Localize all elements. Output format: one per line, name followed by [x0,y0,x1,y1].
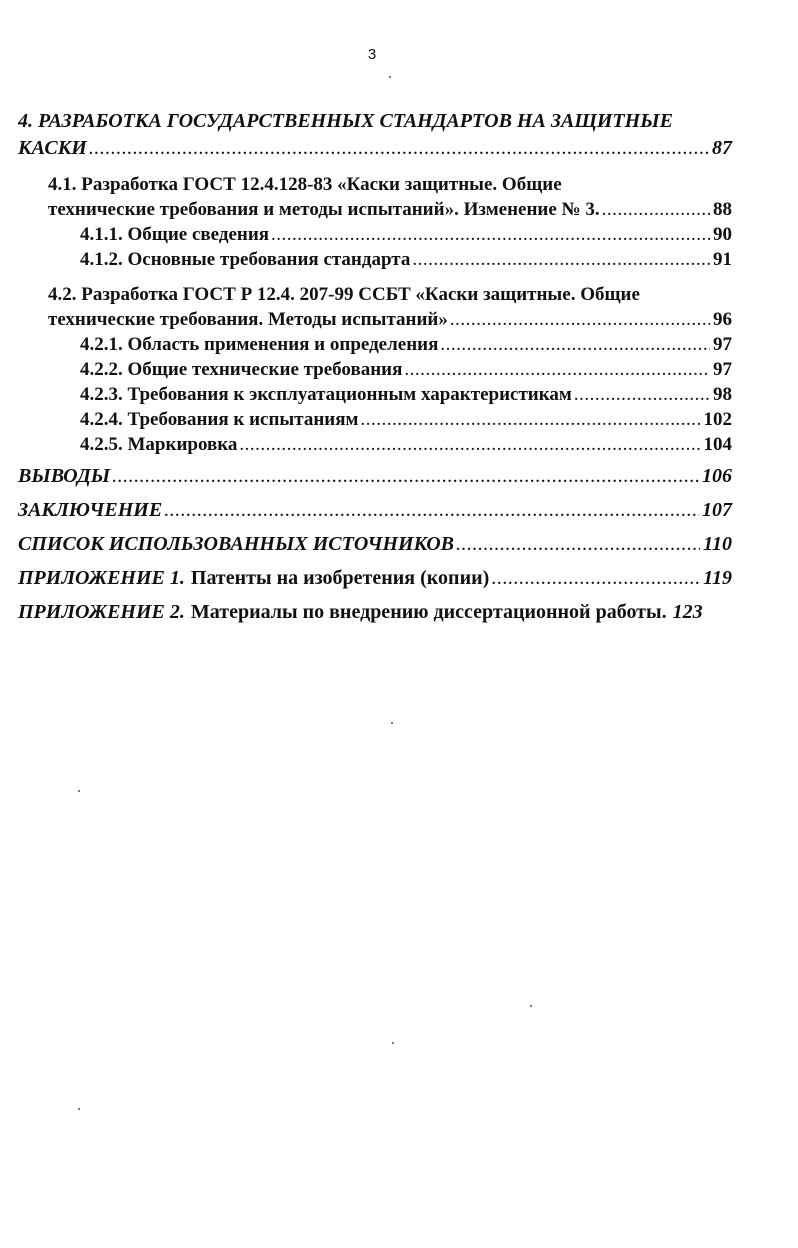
toc-final-conclusion-page: 107 [702,499,732,521]
scan-speck [78,1108,80,1110]
toc-section-4-2-2-page: 97 [713,359,732,380]
dot-leader [404,357,710,382]
toc-section-4-1-title-line2: технические требования и методы испытаний». Изменение № 3. [48,199,600,220]
toc-final-conclusion-title: ЗАКЛЮЧЕНИЕ [18,499,163,521]
toc-section-4-1-title-line1: 4.1. Разработка ГОСТ 12.4.128-83 «Каски защитные. Общие [48,174,562,195]
toc-section-4-1-2-page: 91 [713,249,732,270]
scan-speck [389,76,391,78]
toc-appendix-1-title: Патенты на изобретения (копии) [190,567,490,589]
dot-leader [271,222,710,247]
toc-appendix-2-label: ПРИЛОЖЕНИЕ 2. [18,601,185,623]
dot-leader [412,247,710,272]
toc-section-4-2-5-title: 4.2.5. Маркировка [80,434,238,455]
dot-leader [456,531,700,558]
dot-leader [89,135,709,162]
toc-section-4-1-1 [18,222,732,247]
toc-section-4-2 [18,282,732,332]
toc-section-4-2-page: 96 [713,309,732,330]
toc-sources-page: 110 [703,533,732,555]
dot-leader [164,497,699,524]
toc-appendix-2 [18,599,732,626]
toc-chapter-4-title-line2: КАСКИ [18,137,87,159]
toc-section-4-2-1-title: 4.2.1. Область применения и определения [80,334,439,355]
scan-speck [391,722,393,724]
dot-leader [602,197,710,222]
dot-leader [239,432,700,457]
toc-section-4-1-page: 88 [713,199,732,220]
toc-section-4-1-1-page: 90 [713,224,732,245]
toc-section-4-1-2 [18,247,732,272]
toc-section-4-2-3-page: 98 [713,384,732,405]
toc-appendix-1-page: 119 [703,567,732,589]
scan-speck [392,1042,394,1044]
toc-section-4-2-2-title: 4.2.2. Общие технические требования [80,359,403,380]
toc-conclusions-page: 106 [702,465,732,487]
dot-leader [574,382,710,407]
toc-section-4-2-4-title: 4.2.4. Требования к испытаниям [80,409,359,430]
toc-section-4-2-5 [18,432,732,457]
dot-leader [360,407,700,432]
toc-section-4-2-4 [18,407,732,432]
scan-speck [530,1005,532,1007]
toc-section-4-2-3 [18,382,732,407]
toc-appendix-1-label: ПРИЛОЖЕНИЕ 1. [18,567,185,589]
toc-conclusions-title: ВЫВОДЫ [18,465,111,487]
dot-leader [112,463,699,490]
toc-chapter-4-page: 87 [712,137,732,159]
toc-conclusions [18,463,732,490]
toc-sources-title: СПИСОК ИСПОЛЬЗОВАННЫХ ИСТОЧНИКОВ [18,533,454,555]
toc-appendix-2-title: Материалы по внедрению диссертационной работы. [190,601,667,623]
toc-section-4-2-title-line2: технические требования. Методы испытаний» [48,309,448,330]
toc-section-4-2-1-page: 97 [713,334,732,355]
scan-speck [78,790,80,792]
dot-leader [491,565,700,592]
toc-appendix-2-page: 123 [672,601,703,623]
toc-appendix-1 [18,565,732,592]
toc-section-4-1-1-title: 4.1.1. Общие сведения [80,224,270,245]
toc-section-4-2-1 [18,332,732,357]
dot-leader [450,307,710,332]
toc-section-4-1 [18,172,732,222]
toc-section-4-2-title-line1: 4.2. Разработка ГОСТ Р 12.4. 207-99 ССБТ «Каски защитные. Общие [48,284,640,305]
toc-chapter-4-title-line1: 4. РАЗРАБОТКА ГОСУДАРСТВЕННЫХ СТАНДАРТОВ НА ЗАЩИТНЫЕ [18,110,673,132]
dot-leader [440,332,710,357]
toc-section-4-2-5-page: 104 [703,434,732,455]
toc-sources [18,531,732,558]
page-number: 3 [367,46,377,63]
toc-section-4-2-4-page: 102 [703,409,732,430]
table-of-contents [18,108,732,626]
toc-final-conclusion [18,497,732,524]
toc-section-4-2-3-title: 4.2.3. Требования к эксплуатационным характеристикам [80,384,572,405]
toc-section-4-1-2-title: 4.1.2. Основные требования стандарта [80,249,411,270]
toc-section-4-2-2 [18,357,732,382]
toc-chapter-4 [18,108,732,162]
